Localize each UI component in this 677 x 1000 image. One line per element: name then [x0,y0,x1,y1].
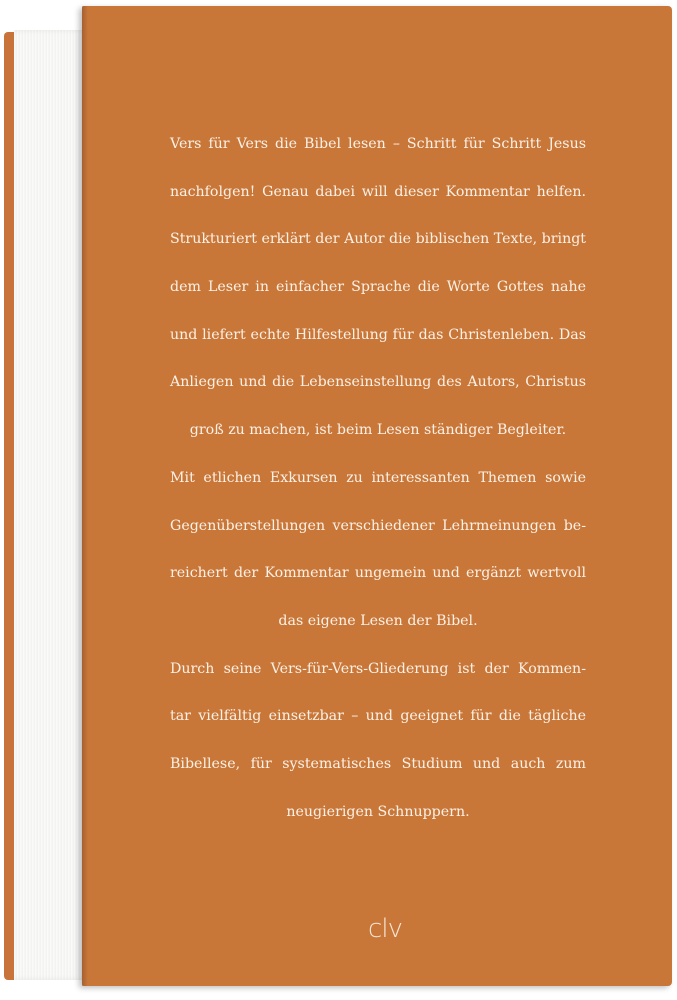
blurb-line: nachfolgen! Genau dabei will dieser Kommentar helfen. [170,183,586,200]
blurb-line: tar vielfältig einsetzbar – und geeignet für die tägliche [170,708,586,725]
blurb-line: Mit etlichen Exkursen zu interessanten Themen sowie [170,469,586,486]
blurb-paragraph [170,646,586,837]
blurb-line: und liefert echte Hilfestellung für das Christenleben. Das [170,326,586,343]
blurb-line: Strukturiert erklärt der Autor die biblischen Texte, bringt [170,231,586,248]
blurb-line: Vers für Vers die Bibel lesen – Schritt für Schritt Jesus [170,136,586,152]
blurb-line: Bibellese, für systematisches Studium und auch zum [170,755,586,772]
blurb-line: dem Leser in einfacher Sprache die Worte Gottes nahe [170,279,586,296]
blurb-line: groß zu machen, ist beim Lesen ständiger Begleiter. [189,422,567,439]
back-cover [82,6,672,986]
blurb-paragraph [170,455,586,646]
blurb-line: Durch seine Vers-für-Vers-Gliederung ist der Kommen- [170,660,586,677]
blurb-text [170,121,586,836]
blurb-line: das eigene Lesen der Bibel. [278,612,478,629]
blurb-paragraph [170,121,586,455]
publisher-logo: clv [368,914,402,944]
blurb-line: Anliegen und die Lebenseinstellung des Autors, Christus [170,374,586,391]
blurb-line: neugierigen Schnuppern. [286,803,470,820]
blurb-line: Gegenüberstellungen verschiedener Lehrmeinungen be- [170,517,586,534]
blurb-line: reichert der Kommentar ungemein und ergänzt wertvoll [170,565,586,582]
